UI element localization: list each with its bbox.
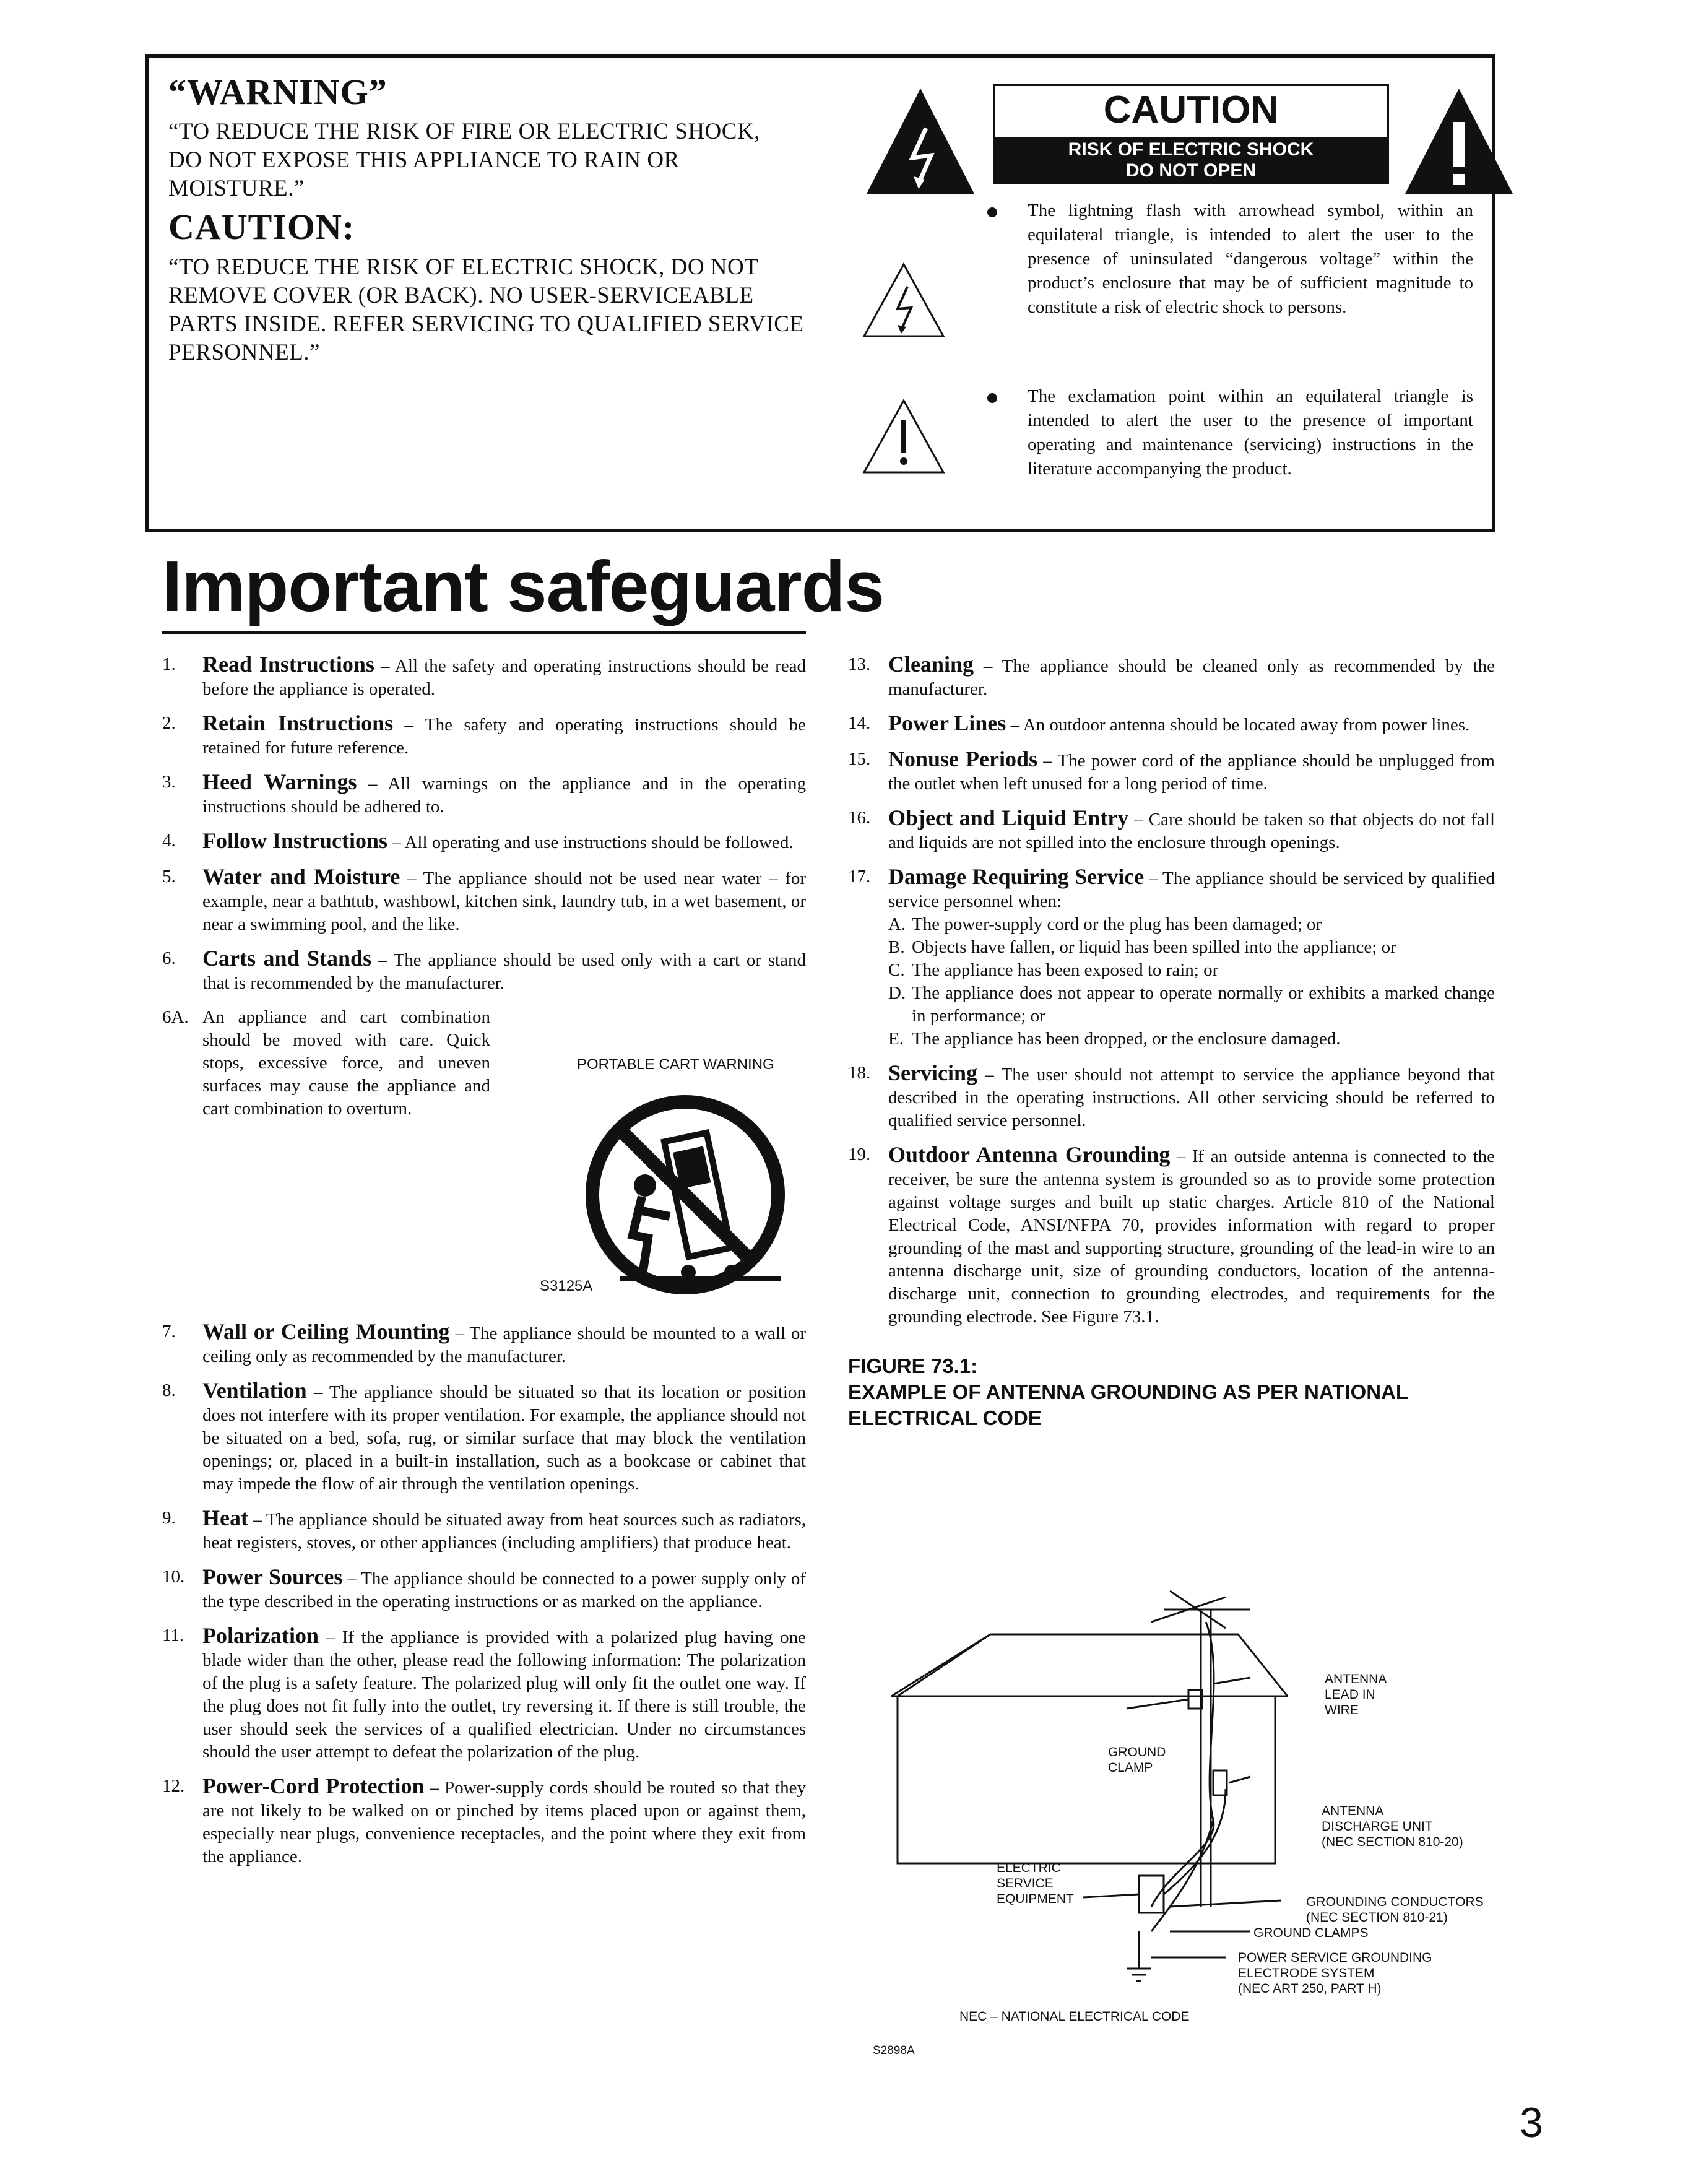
item-heading: Power-Cord Protection (202, 1774, 425, 1798)
item-heading: Polarization (202, 1623, 319, 1648)
list-item: 9. Heat – The appliance should be situated away from heat sources such as radiators, heat registers, stoves, or other appliances (including amplifiers) that produce heat. (162, 1506, 806, 1553)
item-text: The power cord of the appliance should be unplugged from the outlet when left unused for a long period of time. (888, 751, 1495, 794)
caution-label-risk: RISK OF ELECTRIC SHOCK (1068, 139, 1314, 160)
item-number: 8. (162, 1380, 176, 1400)
item-heading: Servicing (888, 1060, 977, 1085)
item-number: 6A. (162, 1007, 189, 1027)
item-number: 1. (162, 654, 176, 674)
sub-item (888, 1028, 1495, 1051)
item-number: 11. (162, 1626, 184, 1645)
item-number: 5. (162, 867, 176, 886)
exclamation-outline-icon (860, 397, 947, 476)
list-item: 14. Power Lines – An outdoor antenna should be located away from power lines. (848, 711, 1470, 735)
caution-title: CAUTION: (168, 207, 355, 247)
list-item: 18. Servicing – The user should not attempt to service the appliance beyond that described in the operating instructions. All other servicing should be referred to qualified service personnel. (848, 1060, 1495, 1130)
sub-item-text: The power-supply cord or the plug has been damaged; or (912, 914, 1322, 934)
list-item: 2. Retain Instructions – The safety and operating instructions should be retained for future reference. (162, 711, 806, 758)
item-6a (162, 1006, 806, 1309)
page-title: Important safeguards (162, 546, 884, 626)
list-item: 7. Wall or Ceiling Mounting – The appliance should be mounted to a wall or ceiling only as recommended by the manufacturer. (162, 1319, 806, 1366)
item-heading: Power Sources (202, 1564, 343, 1589)
item-heading: Carts and Stands (202, 946, 372, 971)
item-number: 3. (162, 772, 176, 792)
list-item: 12. Power-Cord Protection – Power-supply cords should be routed so that they are not likely to be walked on or pinched by items placed upon or against them, especially near plugs, convenience receptacles, and the point where they exit from the appliance. (162, 1774, 806, 1866)
label-ground-clamp: GROUND CLAMP (1108, 1745, 1166, 1775)
sub-item-text: The appliance has been exposed to rain; or (912, 960, 1219, 980)
item-heading: Cleaning (888, 652, 974, 677)
list-item: 10. Power Sources – The appliance should be connected to a power supply only of the type described in the operating instructions or as marked on the appliance. (162, 1564, 806, 1611)
item-text: An outdoor antenna should be located away from power lines. (1023, 715, 1470, 735)
figure-code: S2898A (873, 2044, 915, 2057)
item-number: 14. (848, 713, 871, 733)
item-number: 18. (848, 1063, 871, 1083)
sub-item-letter: B. (888, 937, 905, 957)
lightning-bullet-text: The lightning flash with arrowhead symbol, within an equilateral triangle, is intended to alert the user to the presence of uninsulated “dangerous voltage” within the product’s enclosure that may be of sufficient magnitude to constitute a risk of electric shock to persons. (1028, 201, 1473, 317)
list-item: 5. Water and Moisture – The appliance should not be used near water – for example, near a bathtub, washbowl, kitchen sink, laundry tub, in a wet basement, or near a swimming pool, and the like. (162, 864, 806, 934)
list-item: 6. Carts and Stands – The appliance should be used only with a cart or stand that is recommended by the manufacturer. (162, 946, 806, 993)
caution-label-donot: DO NOT OPEN (1125, 160, 1256, 181)
bullet-dot (987, 207, 997, 217)
item-number: 9. (162, 1508, 176, 1528)
item-number: 2. (162, 713, 176, 733)
left-column (162, 653, 806, 1868)
item-text: The appliance should be used only with a cart or stand that is recommended by the manufacturer. (202, 950, 806, 993)
portable-cart-warning-icon (583, 1093, 787, 1297)
list-item: 15. Nonuse Periods – The power cord of the appliance should be unplugged from the outlet when left unused for a long period of time. (848, 747, 1495, 794)
label-antenna: ANTENNA LEAD IN WIRE (1325, 1672, 1387, 1717)
sub-item-text: Objects have fallen, or liquid has been spilled into the appliance; or (912, 937, 1396, 957)
item-heading: Read Instructions (202, 652, 374, 677)
cart-warning-label: PORTABLE CART WARNING (577, 1056, 774, 1073)
warning-box (145, 54, 1495, 532)
sub-item-letter: C. (888, 960, 905, 980)
item-number: 7. (162, 1322, 176, 1341)
item-17-subitems (888, 913, 1495, 1051)
sub-item-text: The appliance does not appear to operate normally or exhibits a marked change in performance; or (912, 983, 1495, 1026)
item-number: 10. (162, 1567, 185, 1587)
item-heading: Outdoor Antenna Grounding (888, 1142, 1171, 1167)
list-item: 1. Read Instructions – All the safety and operating instructions should be read before the appliance is operated. (162, 652, 807, 699)
item-heading: Nonuse Periods (888, 747, 1038, 771)
title-rule (162, 631, 806, 634)
item-text: The appliance should be situated away from heat sources such as radiators, heat registers, stoves, or other appliances (including amplifiers) that produce heat. (202, 1510, 806, 1553)
right-column (848, 653, 1495, 1431)
warning-text: “TO REDUCE THE RISK OF FIRE OR ELECTRIC SHOCK, DO NOT EXPOSE THIS APPLIANCE TO RAIN OR MOISTURE.” (168, 119, 760, 201)
item-heading: Ventilation (202, 1378, 307, 1403)
item-number: 15. (848, 749, 871, 769)
figure-title-1: FIGURE 73.1: (848, 1354, 978, 1377)
item-heading: Wall or Ceiling Mounting (202, 1319, 450, 1344)
list-item: 4. Follow Instructions – All operating and use instructions should be followed. (162, 828, 794, 853)
item-heading: Power Lines (888, 711, 1006, 735)
sub-item-letter: D. (888, 983, 906, 1003)
item-heading: Heed Warnings (202, 769, 357, 794)
item-text: The appliance should be situated so that its location or position does not interfere with its proper ventilation. For example, the appliance should not be situated on a bed, sofa, rug, or similar surface that may block the ventilation openings; or, placed in a built-in installation, such as a bookcase or cabinet that may impede the flow of air through the ventilation openings. (202, 1382, 806, 1494)
sub-item (888, 913, 1495, 936)
item-number: 17. (848, 867, 871, 886)
item-number: 6. (162, 948, 176, 968)
label-ground-clamps: GROUND CLAMPS (1253, 1926, 1369, 1940)
item-number: 4. (162, 831, 176, 851)
label-discharge-unit: ANTENNA DISCHARGE UNIT (NEC SECTION 810-20) (1322, 1804, 1463, 1849)
page-number: 3 (1520, 2099, 1543, 2146)
item-text: The appliance should be cleaned only as recommended by the manufacturer. (888, 656, 1495, 699)
item-text: The appliance should be connected to a power supply only of the type described in the operating instructions or as marked on the appliance. (202, 1569, 806, 1611)
cart-code: S3125A (540, 1278, 593, 1294)
item-number: 19. (848, 1145, 871, 1164)
sub-item (888, 959, 1495, 982)
exclamation-bullet-text: The exclamation point within an equilateral triangle is intended to alert the user to the presence of important operating and maintenance (servicing) instructions in the literature accompanying the product. (1028, 386, 1473, 479)
sub-item-letter: A. (888, 914, 906, 934)
item-text: If the appliance is provided with a polarized plug having one blade wider than the other, please read the following information: The polarization of the plug is a safety feature. The polarized plug will only fit the outlet one way. If the plug does not fit fully into the outlet, try reversing it. If there is still trouble, the user should seek the services of a qualified electrician. Under no circumstances should the user attempt to defeat the polarization of the plug. (202, 1627, 806, 1762)
item-number: 16. (848, 808, 871, 828)
list-item: 11. Polarization – If the appliance is provided with a polarized plug having one blade wider than the other, please read the following information: The polarization of the plug is a safety feature. The polarized plug will only fit the outlet one way. If the plug does not fit fully into the outlet, try reversing it. If there is still trouble, the user should seek the services of a qualified electrician. Under no circumstances should the user attempt to defeat the polarization of the plug. (162, 1623, 806, 1762)
list-item: 16. Object and Liquid Entry – Care should be taken so that objects do not fall and liquids are not spilled into the enclosure through openings. (848, 805, 1495, 852)
item-17: 17. Damage Requiring Service – The appliance should be serviced by qualified service personnel when: A. The power-supply cord or the plug has been damaged; or B. Objects have fallen, or liquid has been spilled into the appliance; or C. The appliance has been exposed to rain; or D. The appliance does not appear to operate normally or exhibits a marked change in performance; or E. The appliance has been dropped, or the enclosure damaged. (848, 865, 1495, 1051)
item-text: All warnings on the appliance and in the operating instructions should be adhered to. (202, 774, 806, 817)
exclamation-triangle-icon (1400, 84, 1518, 201)
bullet-dot (987, 393, 997, 403)
item-text: The appliance should not be used near water – for example, near a bathtub, washbowl, kitchen sink, laundry tub, in a wet basement, or near a swimming pool, and the like. (202, 869, 806, 934)
left-items-b (162, 1320, 806, 1868)
label-electric-service: ELECTRIC SERVICE EQUIPMENT (997, 1861, 1074, 1906)
item-heading: Retain Instructions (202, 711, 394, 735)
item-heading: Follow Instructions (202, 828, 388, 853)
item-heading: Damage Requiring Service (888, 864, 1145, 889)
warning-title: “WARNING” (168, 72, 387, 112)
item-heading: Heat (202, 1506, 248, 1530)
list-item: 13. Cleaning – The appliance should be cleaned only as recommended by the manufacturer. (848, 652, 1495, 699)
item-heading: Object and Liquid Entry (888, 805, 1129, 830)
item-text: The user should not attempt to service the appliance beyond that described in the operating instructions. All other servicing should be referred to qualified service personnel. (888, 1065, 1495, 1130)
lightning-triangle-icon (862, 84, 979, 201)
item-text: Power-supply cords should be routed so that they are not likely to be walked on or pinched by items placed upon or against them, especially near plugs, convenience receptacles, and the point where they exit from the appliance. (202, 1778, 806, 1866)
caution-label-title: CAUTION (1103, 89, 1279, 131)
sub-item (888, 936, 1495, 959)
label-grounding-conductors: GROUNDING CONDUCTORS (NEC SECTION 810-21) (1306, 1895, 1484, 1925)
lightning-outline-icon (860, 261, 947, 340)
list-item: 19. Outdoor Antenna Grounding – If an outside antenna is connected to the receiver, be sure the antenna system is grounded so as to provide some protection against voltage surges and built up static charges. Article 810 of the National Electrical Code, ANSI/NFPA 70, provides information with regard to proper grounding of the mast and supporting structure, grounding of the lead-in wire to an antenna discharge unit, size of grounding conductors, location of the antenna-discharge unit, connection to grounding electrodes, and requirements for the grounding electrode. See Figure 73.1. (848, 1142, 1495, 1327)
item-number: 12. (162, 1776, 185, 1796)
right-items-b (848, 1062, 1495, 1328)
list-item: 8. Ventilation – The appliance should be situated so that its location or position does not interfere with its proper ventilation. For example, the appliance should not be situated on a bed, sofa, rug, or similar surface that may block the ventilation openings; or, placed in a built-in installation, such as a bookcase or cabinet that may impede the flow of air through the ventilation openings. (162, 1378, 806, 1494)
item-text: The safety and operating instructions should be retained for future reference. (202, 715, 806, 758)
label-power-service: POWER SERVICE GROUNDING ELECTRODE SYSTEM (NEC ART 250, PART H) (1238, 1951, 1432, 1996)
item-text: Care should be taken so that objects do not fall and liquids are not spilled into the enclosure through openings. (888, 810, 1495, 852)
label-nec: NEC – NATIONAL ELECTRICAL CODE (959, 2009, 1190, 2024)
item-text: The appliance should be serviced by qualified service personnel when: (888, 869, 1495, 911)
caution-text: “TO REDUCE THE RISK OF ELECTRIC SHOCK, DO NOT REMOVE COVER (OR BACK). NO USER-SERVICEABLE PARTS INSIDE. REFER SERVICING TO QUALIFIED SERVICE PERSONNEL.” (168, 254, 804, 365)
item-text: If an outside antenna is connected to the receiver, be sure the antenna system is grounded so as to provide some protection against voltage surges and built up static charges. Article 810 of the National Electrical Code, ANSI/NFPA 70, provides information with regard to proper grounding of the mast and supporting structure, grounding of the lead-in wire to an antenna discharge unit, size of grounding conductors, location of the antenna-discharge unit, connection to grounding electrodes, and requirements for the grounding electrode. See Figure 73.1. (888, 1146, 1495, 1327)
sub-item-text: The appliance has been dropped, or the enclosure damaged. (912, 1029, 1341, 1049)
right-items-a (848, 653, 1495, 854)
item-text: All operating and use instructions should be followed. (404, 833, 794, 852)
item-text: The appliance should be mounted to a wall or ceiling only as recommended by the manufacturer. (202, 1324, 806, 1366)
figure-title-2: EXAMPLE OF ANTENNA GROUNDING AS PER NATIONAL ELECTRICAL CODE (848, 1380, 1408, 1429)
caution-label (993, 84, 1389, 184)
item-number: 13. (848, 654, 871, 674)
item-heading: Water and Moisture (202, 864, 400, 889)
sub-item (888, 982, 1495, 1028)
left-items-a (162, 653, 806, 995)
item-6a-text: An appliance and cart combination should be moved with care. Quick stops, excessive force, and uneven surfaces may cause the appliance and cart combination to overturn. (202, 1007, 490, 1119)
sub-item-letter: E. (888, 1029, 904, 1049)
list-item: 3. Heed Warnings – All warnings on the appliance and in the operating instructions should be adhered to. (162, 769, 806, 817)
item-text: All the safety and operating instructions should be read before the appliance is operated. (202, 656, 807, 699)
